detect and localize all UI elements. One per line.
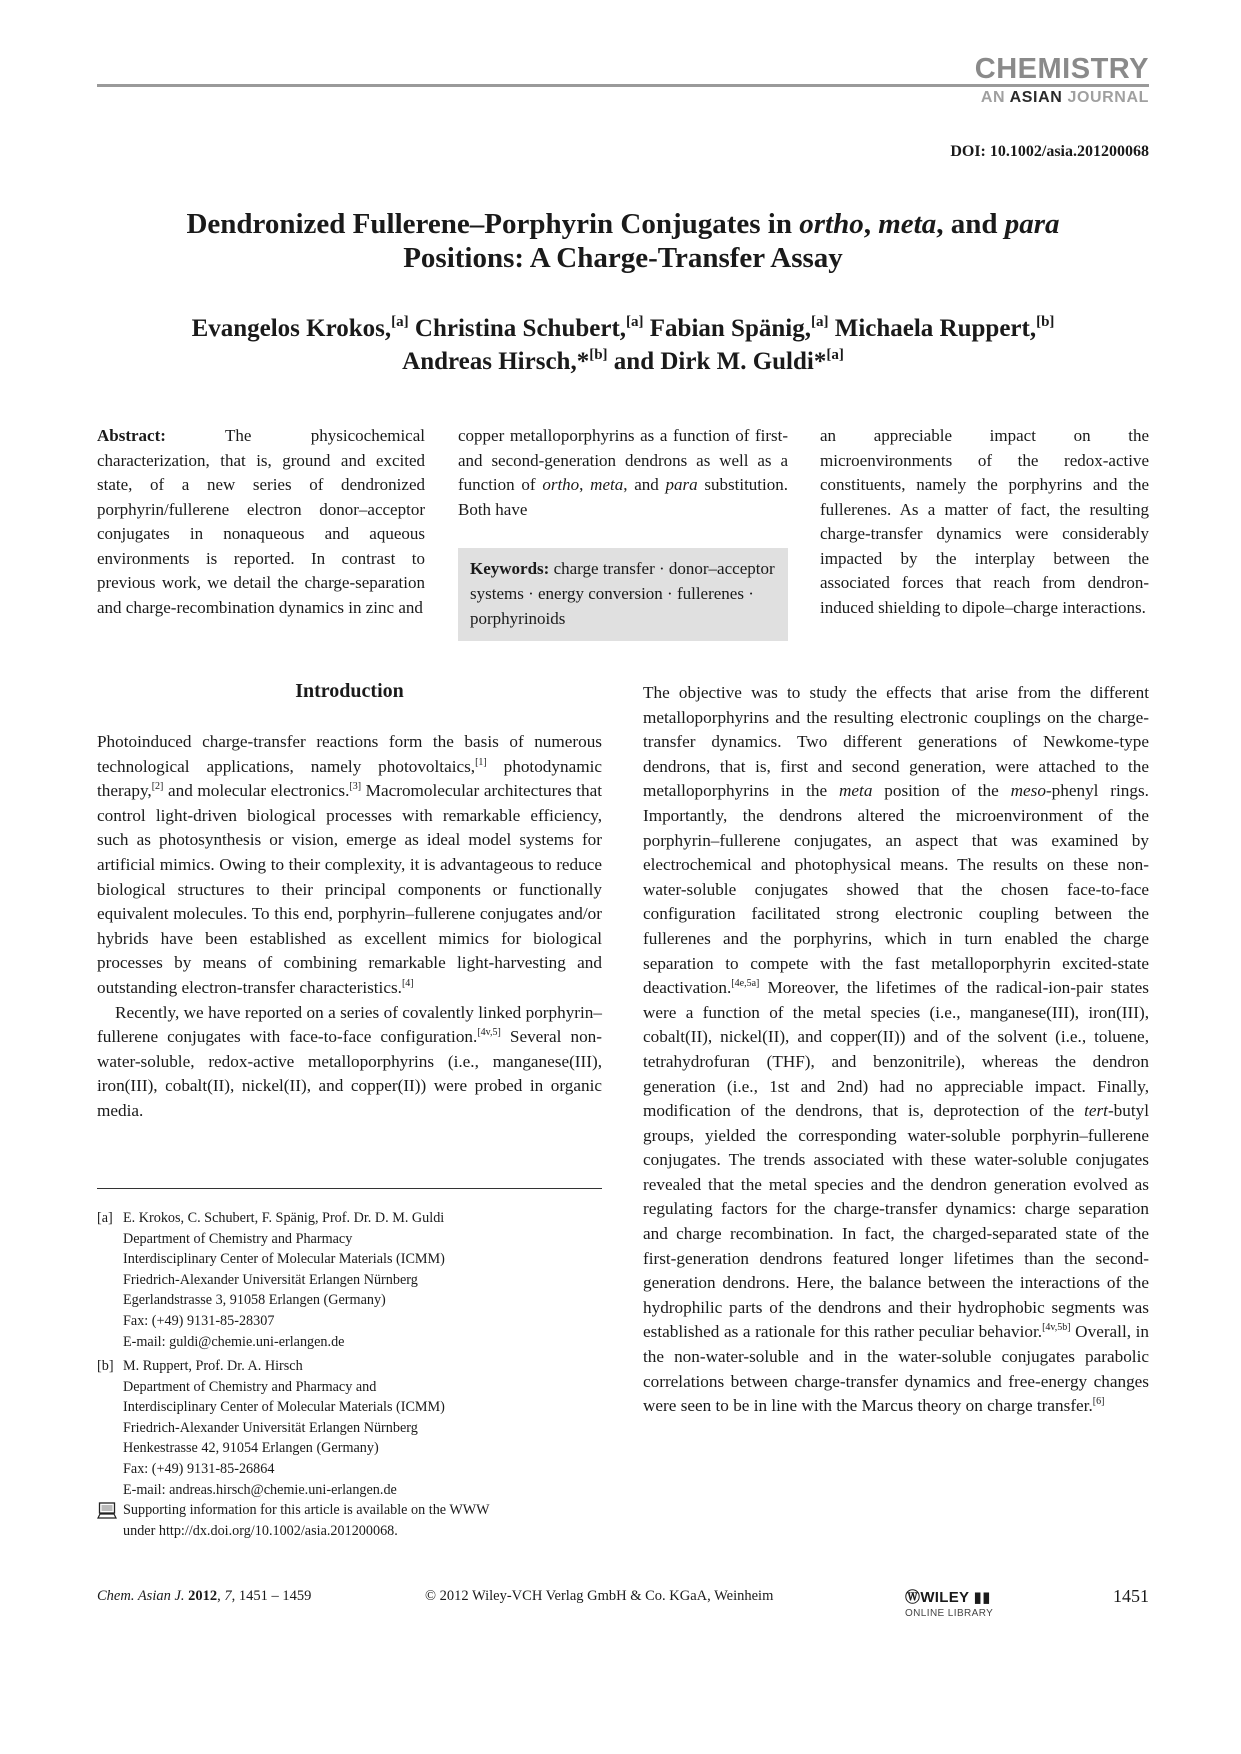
supporting-info-link[interactable]: under http://dx.doi.org/10.1002/asia.201200068. — [123, 1522, 398, 1539]
author-list: Evangelos Krokos,[a] Christina Schubert,[a] Fabian Spänig,[a] Michaela Ruppert,[b] Andreas Hirsch,*[b] and Dirk M. Guldi*[a] — [191, 314, 1055, 375]
page-number: 1451 — [1113, 1586, 1149, 1606]
supporting-info-note: Supporting information for this article is available on the WWW under http://dx.doi.org/10.1002/asia.201200068. — [97, 1500, 602, 1541]
affiliation-tag: [a] — [97, 1210, 113, 1226]
paragraph: Photoinduced charge-transfer reactions form the basis of numerous technological applications, namely photovoltaics,[1] photodynamic therapy,[2] and molecular electronics.[3] Macromolecular architectures that control light-driven biological processes with remarkable efficiency, such as photosynthesis or vision, emerge as ideal model systems for artificial mimics. Owing to their complexity, it is advantageous to reduce biological structures to their principal components or functionally equivalent molecules. To this end, porphyrin–fullerene conjugates and/or hybrids have been established as excellent mimics for biological processes by means of combining remarkable light-harvesting and outstanding electron-transfer characteristics.[4] — [97, 732, 602, 997]
keywords-label: Keywords: — [470, 559, 550, 578]
abstract-column-1: Abstract: The physicochemical characterization, that is, ground and excited state, of a new series of dendronized porphyrin/fullerene electron donor–acceptor conjugates in nonaqueous and aqueous environments is reported. In contrast to previous work, we detail the charge-separation and charge-recombination dynamics in zinc and — [97, 426, 425, 617]
introduction-heading: Introduction — [295, 680, 404, 702]
library-books-icon: ▮▮ — [969, 1589, 991, 1606]
abstract-column-2: copper metalloporphyrins as a function of first- and second-generation dendrons as well as a function of ortho, meta, and para substitution. Both have — [458, 426, 788, 519]
body-column-right — [643, 681, 1149, 1419]
article-title: Dendronized Fullerene–Porphyrin Conjugates in ortho, meta, and para Positions: A Charge-Transfer Assay — [186, 208, 1060, 274]
email-hirsch[interactable]: E-mail: andreas.hirsch@chemie.uni-erlangen.de — [123, 1481, 397, 1498]
computer-icon — [97, 1502, 117, 1520]
footnote-rule — [97, 1188, 602, 1189]
wiley-w-icon: Ⓦ — [905, 1589, 921, 1606]
paragraph: The objective was to study the effects that arise from the different metalloporphyrins and the resulting electronic couplings on the charge-transfer dynamics. Two different generations of Newkome-type dendrons, that is, first and second generation, were attached to the metalloporphyrins in the meta position of the meso-phenyl rings. Importantly, the dendrons altered the microenvironment of the porphyrin–fullerene conjugates, an aspect that was examined by electrochemical and photophysical means. The results on these non-water-soluble conjugates showed that the chosen face-to-face configuration facilitated strong electronic coupling between the fullerenes and the porphyrins, which in turn enabled the charge separation to compete with the fast metalloporphyrin excited-state deactivation.[4e,5a] Moreover, the lifetimes of the radical-ion-pair states were a function of the metal species (i.e., manganese(III), iron(III), cobalt(II), nickel(II), and copper(II)) and of the solvent (i.e., toluene, tetrahydrofuran (THF), and benzonitrile), whereas the dendron generation (i.e., 1st and 2nd) had no appreciable impact. Finally, modification of the dendrons, that is, deprotection of the tert-butyl groups, yielded the corresponding water-soluble porphyrin–fullerene conjugates. The trends associated with these water-soluble conjugates revealed that the metal species and the dendron generation evolved as regulating factors for the charge-transfer dynamics: charge separation and charge recombination. In fact, the charged-separated state of the first-generation dendrons featured longer lifetimes than the second-generation dendrons. Here, the balance between the interactions of the hydrophilic parts of the dendrons and their hydrophobic segments was established as a rationale for this rather peculiar behavior.[4v,5b] Overall, in the non-water-soluble and in the water-soluble conjugates parabolic correlations between charge-transfer dynamics and free-energy changes were seen to be in line with the Marcus theory on charge transfer.[6] — [643, 683, 1149, 1416]
affiliation-b: [b] M. Ruppert, Prof. Dr. A. Hirsch Department of Chemistry and Pharmacy and Interdisciplinary Center of Molecular Materials (ICMM) Friedrich-Alexander Universität Erlangen Nürnberg Henkestrasse 42, 91054 Erlangen (Germany) Fax: (+49) 9131-85-26864 E-mail: andreas.hirsch@chemie.uni-erlangen.de — [97, 1356, 602, 1500]
copyright: © 2012 Wiley-VCH Verlag GmbH & Co. KGaA, Weinheim — [425, 1588, 774, 1604]
wiley-logo: ⓌWILEY ▮▮ ONLINE LIBRARY — [905, 1589, 994, 1619]
affiliation-tag: [b] — [97, 1358, 114, 1374]
journal-name-top: CHEMISTRY — [974, 53, 1149, 85]
journal-name-bottom: AN ASIAN JOURNAL — [980, 89, 1149, 106]
body-column-left — [97, 730, 602, 1124]
journal-logo — [975, 54, 1149, 107]
citation: Chem. Asian J. 2012, 7, 1451 – 1459 — [97, 1588, 312, 1604]
keywords-box — [458, 548, 788, 641]
doi: DOI: 10.1002/asia.201200068 — [950, 143, 1149, 160]
paragraph: Recently, we have reported on a series of covalently linked porphyrin–fullerene conjugates with face-to-face configuration.[4v,5] Several non-water-soluble, redox-active metalloporphyrins (i.e., manganese(III), iron(III), cobalt(II), nickel(II), and copper(II)) were probed in organic media. — [97, 1002, 602, 1120]
abstract-column-3: an appreciable impact on the microenvironments of the redox-active constituents, namely the porphyrins and the fullerenes. As a matter of fact, the resulting charge-transfer dynamics were considerably impacted by the interplay between the associated forces that reach from dendron-induced shielding to dipole–charge interactions. — [820, 426, 1149, 617]
page-footer — [97, 1586, 1149, 1620]
affiliation-a: [a] E. Krokos, C. Schubert, F. Spänig, Prof. Dr. D. M. Guldi Department of Chemistry and Pharmacy Interdisciplinary Center of Molecular Materials (ICMM) Friedrich-Alexander Universität Erlangen Nürnberg Egerlandstrasse 3, 91058 Erlangen (Germany) Fax: (+49) 9131-85-28307 E-mail: guldi@chemie.uni-erlangen.de — [97, 1208, 602, 1352]
journal-header — [97, 54, 1149, 114]
keywords-text: charge transfer · donor–acceptor systems · energy conversion · fullerenes · porphyrinoids — [470, 559, 775, 628]
abstract-label: Abstract: — [97, 426, 166, 445]
email-guldi[interactable]: E-mail: guldi@chemie.uni-erlangen.de — [123, 1333, 345, 1350]
